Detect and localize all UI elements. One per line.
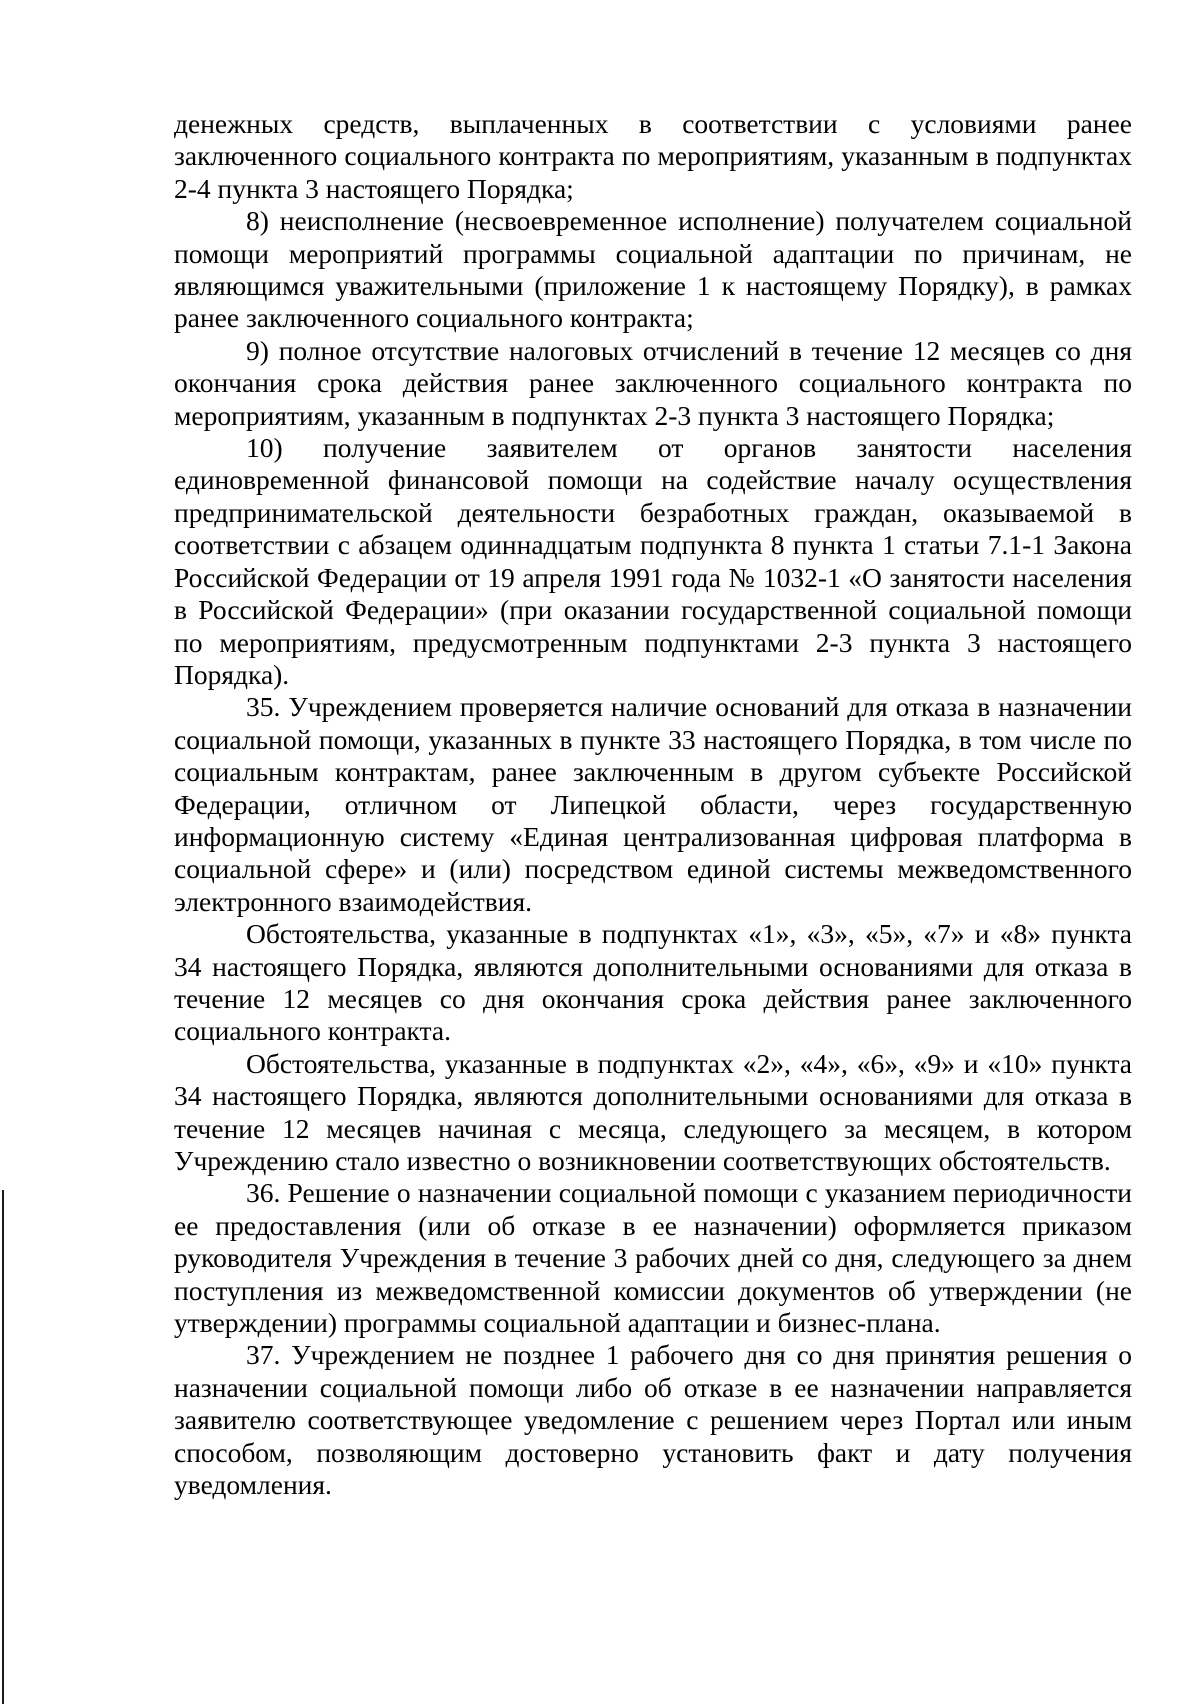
paragraph-item-10: 10) получение заявителем от органов занятости населения единовременной финансовой помощи на содействие началу осуществления предпринимательской деятельности безработных граждан, оказываемой в соответствии с абзацем одиннадцатым подпункта 8 пункта 1 статьи 7.1-1 Закона Российской Федерации от 19 апреля 1991 года № 1032-1 «О занятости населения в Российской Федерации» (при оказании государственной социальной помощи по мероприятиям, предусмотренным подпунктами 2-3 пункта 3 настоящего Порядка). <box>174 432 1132 690</box>
paragraph-section-36: 36. Решение о назначении социальной помощи с указанием периодичности ее предоставления (или об отказе в ее назначении) оформляется приказом руководителя Учреждения в течение 3 рабочих дней со дня, следующего за днем поступления из межведомственной комиссии документов об утверждении (не утверждении) программы социальной адаптации и бизнес-плана. <box>174 1177 1132 1339</box>
paragraph-continuation: денежных средств, выплаченных в соответствии с условиями ранее заключенного социального контракта по мероприятиям, указанным в подпунктах 2-4 пункта 3 настоящего Порядка; <box>174 108 1132 204</box>
paragraph-section-35: 35. Учреждением проверяется наличие оснований для отказа в назначении социальной помощи, указанных в пункте 33 настоящего Порядка, в том числе по социальным контрактам, ранее заключенным в другом субъекте Российской Федерации, отличном от Липецкой области, через государственную информационную систему «Единая централизованная цифровая платформа в социальной сфере» и (или) посредством единой системы межведомственного электронного взаимодействия. <box>174 691 1132 917</box>
paragraph-section-37: 37. Учреждением не позднее 1 рабочего дня со дня принятия решения о назначении социальной помощи либо об отказе в ее назначении направляется заявителю соответствующее уведомление с решением через Портал или иным способом, позволяющим достоверно установить факт и дату получения уведомления. <box>174 1339 1132 1501</box>
paragraph-circumstances-2: Обстоятельства, указанные в подпунктах «2», «4», «6», «9» и «10» пункта 34 настоящего Порядка, являются дополнительными основаниями для отказа в течение 12 месяцев начиная с месяца, следующего за месяцем, в котором Учреждению стало известно о возникновении соответствующих обстоятельств. <box>174 1047 1132 1176</box>
paragraph-item-8: 8) неисполнение (несвоевременное исполнение) получателем социальной помощи мероприятий программы социальной адаптации по причинам, не являющимся уважительными (приложение 1 к настоящему Порядку), в рамках ранее заключенного социального контракта; <box>174 205 1132 334</box>
paragraph-item-9: 9) полное отсутствие налоговых отчислений в течение 12 месяцев со дня окончания срока действия ранее заключенного социального контракта по мероприятиям, указанным в подпунктах 2-3 пункта 3 настоящего Порядка; <box>174 334 1132 431</box>
paragraph-circumstances-1: Обстоятельства, указанные в подпунктах «1», «3», «5», «7» и «8» пункта 34 настоящего Порядка, являются дополнительными основаниями для отказа в течение 12 месяцев со дня окончания срока действия ранее заключенного социального контракта. <box>174 918 1132 1047</box>
scan-edge-line <box>2 1190 4 1704</box>
document-body <box>174 108 1132 1501</box>
